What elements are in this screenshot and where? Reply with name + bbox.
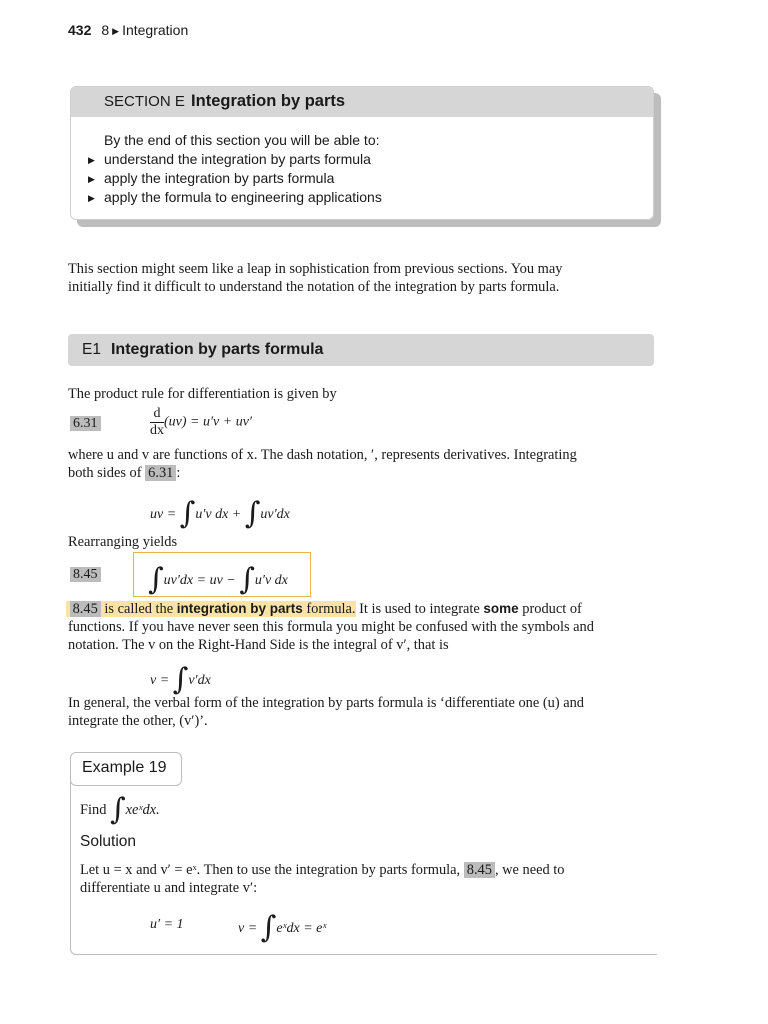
example-find: Find ∫xeˣdx. xyxy=(80,792,160,827)
formula-explanation: 8.45 is called the integration by parts formula. It is used to integrate some product of functions. If you have never seen this formula you might be confused with the symbols and notation. The v on the Right-Hand Side is the integral of v′, that is xyxy=(68,601,594,653)
bullet-triangle-icon: ▶ xyxy=(88,174,95,184)
bullet-triangle-icon: ▶ xyxy=(88,155,95,165)
objective-item: ▶ understand the integration by parts formula xyxy=(88,151,371,167)
product-rule-equation: $\frac{d}{dx}$ (uv) = u′v + uv′ xyxy=(150,406,252,438)
solution-paragraph: Let u = x and v′ = eˣ. Then to use the integration by parts formula, 8.45 , we need to differentiate u and integrate v′: xyxy=(80,862,565,896)
section-prefix: SECTION E xyxy=(104,93,185,110)
derivative-fraction: $\frac{d}{dx}$ xyxy=(150,406,164,438)
integral-sign: ∫ xyxy=(179,496,196,531)
subsection-title: Integration by parts formula xyxy=(110,341,324,358)
highlighted-text: 8.45 is called the integration by parts formula. xyxy=(66,601,356,617)
section-heading xyxy=(104,92,345,111)
equation-ref-8-45: 8.45 xyxy=(70,567,101,583)
product-rule-text: The product rule for differentiation is given by xyxy=(68,386,337,402)
subsection-heading-bar xyxy=(68,334,654,366)
integral-v: v = ∫eˣdx = eˣ xyxy=(238,910,327,945)
integration-by-parts-formula: ∫uv′dx = uv − ∫u′v dx xyxy=(148,562,288,597)
subsection-heading xyxy=(82,341,323,359)
chapter-title: Integration xyxy=(122,22,189,38)
integral-sign: ∫ xyxy=(172,662,189,697)
triangle-icon: ▶ xyxy=(112,26,120,36)
v-definition-equation: v = ∫v′dx xyxy=(150,662,211,697)
equation-ref-8-45: 8.45 xyxy=(464,862,495,878)
equation-ref-6-31: 6.31 xyxy=(70,416,101,432)
objective-item: ▶ apply the integration by parts formula xyxy=(88,170,335,186)
intro-paragraph: This section might seem like a leap in sophistication from previous sections. You may initially find it difficult to understand the notation of the integration by parts formula. xyxy=(68,261,563,295)
chapter-number: 8 xyxy=(101,22,110,38)
subsection-number: E1 xyxy=(82,341,101,358)
objectives-intro: By the end of this section you will be able to: xyxy=(104,132,380,148)
example-label-tab xyxy=(70,752,182,786)
example-label: Example 19 xyxy=(82,759,167,776)
equation-ref-6-31: 6.31 xyxy=(145,465,176,481)
integral-sign: ∫ xyxy=(148,562,164,597)
bullet-triangle-icon: ▶ xyxy=(88,193,95,203)
derivative-u: u′ = 1 xyxy=(150,917,184,932)
integral-sign: ∫ xyxy=(244,496,261,531)
integral-sign: ∫ xyxy=(110,792,126,827)
integral-sign: ∫ xyxy=(239,562,255,597)
integral-sign: ∫ xyxy=(260,910,277,945)
integrated-equation: uv = ∫u′v dx + ∫uv′dx xyxy=(150,496,290,531)
solution-heading: Solution xyxy=(80,833,137,850)
objective-item: ▶ apply the formula to engineering applications xyxy=(88,189,382,205)
where-paragraph: where u and v are functions of x. The dash notation, ′, represents derivatives. Integrating both sides of 6.31 : xyxy=(68,447,577,481)
page-header xyxy=(68,22,188,38)
page-number: 432 xyxy=(68,22,92,38)
general-paragraph: In general, the verbal form of the integration by parts formula is ‘differentiate one (u) and integrate the other, (v′)’. xyxy=(68,695,585,729)
section-objectives-box xyxy=(70,86,654,220)
section-title: Integration by parts xyxy=(191,92,346,110)
rearranging-text: Rearranging yields xyxy=(68,534,178,550)
